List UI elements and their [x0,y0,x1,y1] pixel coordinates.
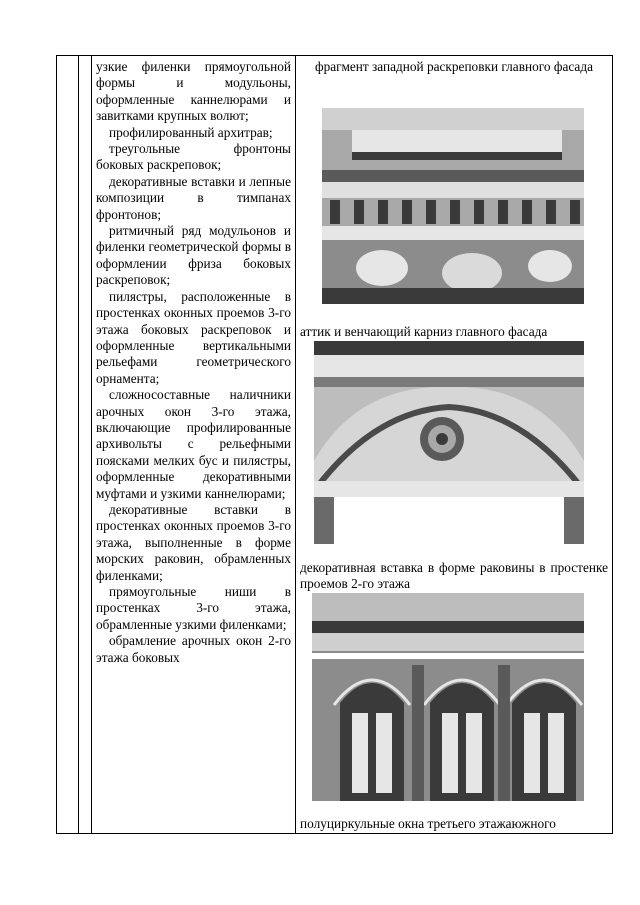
feature-item: декоративные вставки в простенках оконных проемов 3-го этажа, выполненные в форме морских раковин, обрамленных филенками; [96,501,291,583]
document-table [56,55,613,834]
caption-south-windows: полуциркульные окна третьего этажаюжного [300,816,556,831]
feature-item: декоративные вставки и лепные композиции в тимпанах фронтонов; [96,173,291,222]
photo-west-projection [322,108,584,304]
feature-item: прямоугольные ниши в простенках 3-го этажа, обрамленные узкими филенками; [96,584,291,632]
photo-attic-cornice [314,341,584,544]
photos-cell [296,56,613,834]
caption-attic-cornice: аттик и венчающий карниз главного фасада [300,324,548,339]
feature-item: узкие филенки прямоугольной формы и модульоны, оформленные каннелюрами и завитками крупных волют; [96,59,291,124]
number-column [57,56,79,834]
caption-west-projection: фрагмент западной раскреповки главного фасада [315,59,593,74]
photo-shell-insert [312,593,584,801]
feature-item: сложносоставные наличники арочных окон 3-го этажа, включающие профилированные архивольты с рельефными поясками мелких бус и пилястры, оформленные декоративными муфтами и узкими каннелюрами; [96,387,291,501]
caption-shell-insert: декоративная вставка в форме раковины в простенке проемов 2-го этажа [300,560,608,592]
table-row [57,56,613,834]
feature-item: пилястры, расположенные в простенках оконных проемов 3-го этажа боковых раскреповок и оформленные вертикальными рельефами геометрического орнамента; [96,288,291,386]
feature-item: профилированный архитрав; [109,124,273,140]
feature-item: обрамление арочных окон 2-го этажа боковых [96,633,291,665]
blank-column [79,56,92,834]
features-text-cell [92,56,296,834]
feature-item: треугольные фронтоны боковых раскреповок; [96,141,291,173]
feature-item: ритмичный ряд модульонов и филенки геометрической формы в оформлении фриза боковых раскреповок; [96,223,291,288]
